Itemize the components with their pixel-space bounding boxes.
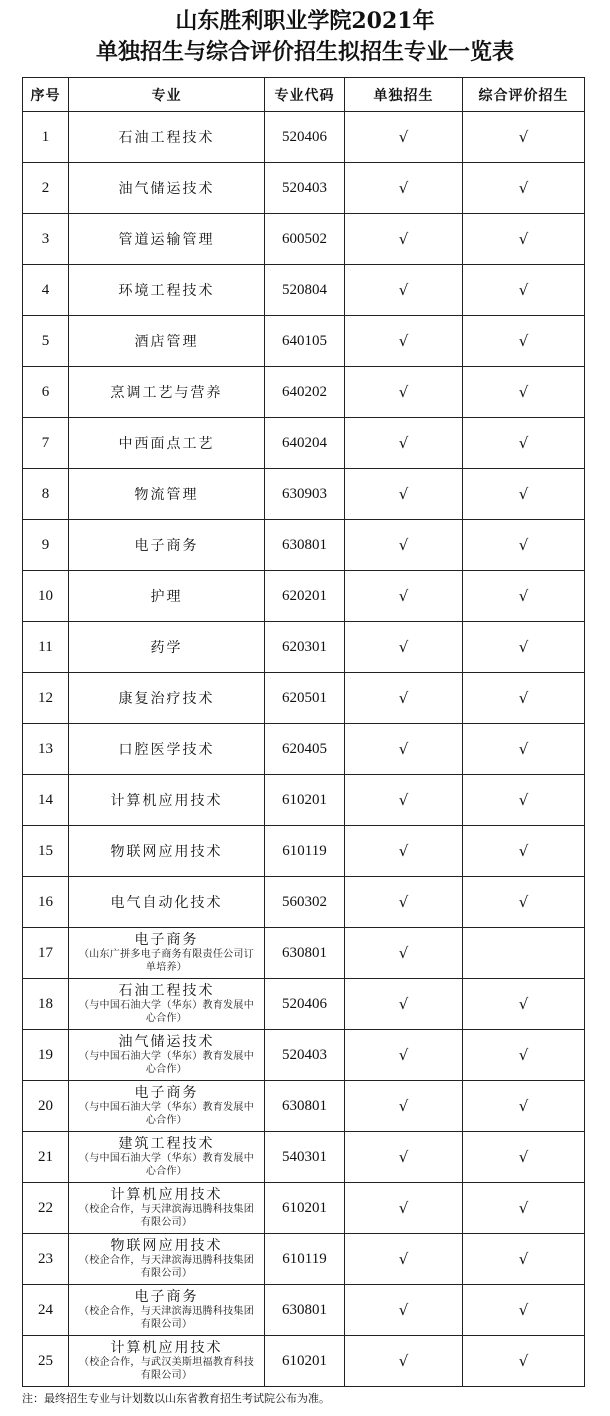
major-name: 计算机应用技术	[110, 1187, 223, 1203]
cell-serial-no: 4	[23, 265, 69, 316]
cell-major-code: 610201	[265, 775, 345, 826]
cell-serial-no: 20	[23, 1081, 69, 1132]
major-partner-note: （与中国石油大学（华东）教育发展中心合作）	[78, 1051, 255, 1075]
cell-serial-no: 16	[23, 877, 69, 928]
cell-single-enrollment-check: √	[345, 775, 463, 826]
table-row	[23, 1132, 585, 1183]
cell-comprehensive-enrollment-check: √	[463, 1030, 585, 1081]
cell-comprehensive-enrollment-check: √	[463, 1081, 585, 1132]
cell-comprehensive-enrollment-check: √	[463, 214, 585, 265]
cell-comprehensive-enrollment-check: √	[463, 367, 585, 418]
cell-major	[69, 1234, 265, 1285]
cell-serial-no: 2	[23, 163, 69, 214]
cell-comprehensive-enrollment-check: √	[463, 724, 585, 775]
cell-single-enrollment-check: √	[345, 1030, 463, 1081]
cell-major: 电气自动化技术	[69, 877, 265, 928]
table-row	[23, 928, 585, 979]
cell-major-code: 620201	[265, 571, 345, 622]
table-row	[23, 1234, 585, 1285]
table-row	[23, 673, 585, 724]
table-row	[23, 163, 585, 214]
cell-major-code: 520403	[265, 1030, 345, 1081]
cell-comprehensive-enrollment-check: √	[463, 622, 585, 673]
major-name: 油气储运技术	[118, 1034, 215, 1050]
cell-serial-no: 10	[23, 571, 69, 622]
cell-single-enrollment-check: √	[345, 1132, 463, 1183]
cell-comprehensive-enrollment-check: √	[463, 1234, 585, 1285]
cell-major-code: 610201	[265, 1183, 345, 1234]
cell-comprehensive-enrollment-check: √	[463, 826, 585, 877]
cell-major-code: 630801	[265, 1081, 345, 1132]
major-partner-note: （校企合作，与天津滨海迅腾科技集团有限公司）	[78, 1204, 255, 1228]
cell-major: 计算机应用技术	[69, 775, 265, 826]
footnote: 注：最终招生专业与计划数以山东省教育招生考试院公布为准。	[22, 1392, 330, 1405]
table-header-row	[23, 78, 585, 112]
cell-major-code: 640105	[265, 316, 345, 367]
cell-single-enrollment-check: √	[345, 367, 463, 418]
cell-major: 酒店管理	[69, 316, 265, 367]
cell-major: 物流管理	[69, 469, 265, 520]
table-row	[23, 622, 585, 673]
table-row	[23, 112, 585, 163]
cell-comprehensive-enrollment-check: √	[463, 1132, 585, 1183]
cell-comprehensive-enrollment-check: √	[463, 673, 585, 724]
cell-major-code: 610201	[265, 1336, 345, 1387]
cell-major-code: 620405	[265, 724, 345, 775]
major-name: 建筑工程技术	[118, 1136, 215, 1152]
cell-major-code: 600502	[265, 214, 345, 265]
major-partner-note: （校企合作，与武汉美斯坦福教育科技有限公司）	[78, 1357, 255, 1381]
cell-serial-no: 6	[23, 367, 69, 418]
cell-major-code: 520406	[265, 112, 345, 163]
cell-single-enrollment-check: √	[345, 1081, 463, 1132]
major-partner-note: （与中国石油大学（华东）教育发展中心合作）	[78, 1102, 255, 1126]
cell-serial-no: 1	[23, 112, 69, 163]
cell-comprehensive-enrollment-check: √	[463, 418, 585, 469]
major-partner-note: （与中国石油大学（华东）教育发展中心合作）	[78, 1153, 255, 1177]
cell-major	[69, 1336, 265, 1387]
cell-single-enrollment-check: √	[345, 826, 463, 877]
cell-comprehensive-enrollment-check: √	[463, 1183, 585, 1234]
cell-single-enrollment-check: √	[345, 1234, 463, 1285]
major-name: 物联网应用技术	[110, 1238, 223, 1254]
cell-single-enrollment-check: √	[345, 163, 463, 214]
cell-major: 石油工程技术	[69, 112, 265, 163]
major-partner-note: （校企合作，与天津滨海迅腾科技集团有限公司）	[78, 1255, 255, 1279]
cell-serial-no: 3	[23, 214, 69, 265]
cell-serial-no: 24	[23, 1285, 69, 1336]
cell-comprehensive-enrollment-check: √	[463, 265, 585, 316]
table-row	[23, 469, 585, 520]
cell-comprehensive-enrollment-check: √	[463, 877, 585, 928]
cell-single-enrollment-check: √	[345, 979, 463, 1030]
cell-major: 油气储运技术	[69, 163, 265, 214]
cell-serial-no: 7	[23, 418, 69, 469]
cell-single-enrollment-check: √	[345, 1183, 463, 1234]
cell-single-enrollment-check: √	[345, 520, 463, 571]
table-body	[23, 112, 585, 1387]
cell-comprehensive-enrollment-check: √	[463, 1336, 585, 1387]
cell-major: 中西面点工艺	[69, 418, 265, 469]
cell-major: 电子商务	[69, 520, 265, 571]
major-partner-note: （与中国石油大学（华东）教育发展中心合作）	[78, 1000, 255, 1024]
cell-single-enrollment-check: √	[345, 571, 463, 622]
cell-single-enrollment-check: √	[345, 418, 463, 469]
cell-single-enrollment-check: √	[345, 1336, 463, 1387]
cell-serial-no: 17	[23, 928, 69, 979]
cell-major: 口腔医学技术	[69, 724, 265, 775]
table-row	[23, 316, 585, 367]
cell-serial-no: 13	[23, 724, 69, 775]
cell-single-enrollment-check: √	[345, 316, 463, 367]
cell-major	[69, 1285, 265, 1336]
table-row	[23, 775, 585, 826]
cell-major-code: 640202	[265, 367, 345, 418]
cell-comprehensive-enrollment-check: √	[463, 469, 585, 520]
cell-major: 烹调工艺与营养	[69, 367, 265, 418]
cell-single-enrollment-check: √	[345, 724, 463, 775]
table-row	[23, 877, 585, 928]
table-row	[23, 724, 585, 775]
major-name: 电子商务	[134, 1085, 199, 1101]
cell-serial-no: 11	[23, 622, 69, 673]
cell-serial-no: 25	[23, 1336, 69, 1387]
cell-single-enrollment-check: √	[345, 673, 463, 724]
cell-single-enrollment-check: √	[345, 112, 463, 163]
cell-major-code: 610119	[265, 1234, 345, 1285]
header-major: 专业	[69, 78, 265, 112]
cell-serial-no: 15	[23, 826, 69, 877]
cell-major-code: 610119	[265, 826, 345, 877]
header-single-enrollment: 单独招生	[345, 78, 463, 112]
cell-serial-no: 21	[23, 1132, 69, 1183]
cell-single-enrollment-check: √	[345, 214, 463, 265]
cell-major-code: 560302	[265, 877, 345, 928]
page-title-line-2: 单独招生与综合评价招生拟招生专业一览表	[95, 39, 514, 65]
cell-major: 康复治疗技术	[69, 673, 265, 724]
cell-serial-no: 5	[23, 316, 69, 367]
table-row	[23, 214, 585, 265]
page-title-line-1: 山东胜利职业学院2021年	[175, 8, 435, 34]
cell-comprehensive-enrollment-check: √	[463, 571, 585, 622]
major-name: 石油工程技术	[118, 983, 215, 999]
cell-major-code: 640204	[265, 418, 345, 469]
cell-single-enrollment-check: √	[345, 1285, 463, 1336]
table-row	[23, 265, 585, 316]
header-major-code: 专业代码	[265, 78, 345, 112]
cell-serial-no: 8	[23, 469, 69, 520]
cell-major-code: 520406	[265, 979, 345, 1030]
cell-serial-no: 12	[23, 673, 69, 724]
major-name: 电子商务	[134, 1289, 199, 1305]
cell-major-code: 630801	[265, 928, 345, 979]
cell-major	[69, 1132, 265, 1183]
cell-major	[69, 1030, 265, 1081]
table-row	[23, 979, 585, 1030]
cell-single-enrollment-check: √	[345, 877, 463, 928]
table-row	[23, 1183, 585, 1234]
table-row	[23, 826, 585, 877]
cell-single-enrollment-check: √	[345, 265, 463, 316]
cell-major: 环境工程技术	[69, 265, 265, 316]
cell-major: 护理	[69, 571, 265, 622]
cell-comprehensive-enrollment-check: √	[463, 316, 585, 367]
cell-major-code: 630903	[265, 469, 345, 520]
enrollment-majors-table	[22, 77, 585, 1387]
cell-comprehensive-enrollment-check: √	[463, 520, 585, 571]
cell-serial-no: 22	[23, 1183, 69, 1234]
cell-major-code: 520403	[265, 163, 345, 214]
cell-comprehensive-enrollment-check: √	[463, 163, 585, 214]
cell-major	[69, 1183, 265, 1234]
cell-serial-no: 19	[23, 1030, 69, 1081]
table-row	[23, 520, 585, 571]
cell-major	[69, 928, 265, 979]
table-row	[23, 1081, 585, 1132]
major-name: 电子商务	[134, 932, 199, 948]
cell-single-enrollment-check: √	[345, 928, 463, 979]
cell-major-code: 630801	[265, 520, 345, 571]
header-serial-no: 序号	[23, 78, 69, 112]
cell-serial-no: 9	[23, 520, 69, 571]
table-row	[23, 418, 585, 469]
table-row	[23, 367, 585, 418]
cell-comprehensive-enrollment-check: √	[463, 112, 585, 163]
table-row	[23, 571, 585, 622]
cell-comprehensive-enrollment-check: √	[463, 979, 585, 1030]
cell-major-code: 540301	[265, 1132, 345, 1183]
cell-major: 物联网应用技术	[69, 826, 265, 877]
cell-comprehensive-enrollment-check: √	[463, 1285, 585, 1336]
cell-major	[69, 1081, 265, 1132]
cell-comprehensive-enrollment-check: √	[463, 775, 585, 826]
cell-single-enrollment-check: √	[345, 469, 463, 520]
table-row	[23, 1336, 585, 1387]
cell-serial-no: 23	[23, 1234, 69, 1285]
cell-serial-no: 18	[23, 979, 69, 1030]
cell-comprehensive-enrollment-check	[463, 928, 585, 979]
cell-major: 管道运输管理	[69, 214, 265, 265]
table-row	[23, 1285, 585, 1336]
cell-major-code: 620501	[265, 673, 345, 724]
major-partner-note: （山东广拼多电子商务有限责任公司订单培养）	[78, 949, 255, 973]
cell-major-code: 520804	[265, 265, 345, 316]
cell-major-code: 620301	[265, 622, 345, 673]
major-partner-note: （校企合作，与天津滨海迅腾科技集团有限公司）	[78, 1306, 255, 1330]
major-name: 计算机应用技术	[110, 1340, 223, 1356]
header-comprehensive-enrollment: 综合评价招生	[463, 78, 585, 112]
cell-major-code: 630801	[265, 1285, 345, 1336]
cell-major: 药学	[69, 622, 265, 673]
table-row	[23, 1030, 585, 1081]
cell-serial-no: 14	[23, 775, 69, 826]
cell-major	[69, 979, 265, 1030]
cell-single-enrollment-check: √	[345, 622, 463, 673]
